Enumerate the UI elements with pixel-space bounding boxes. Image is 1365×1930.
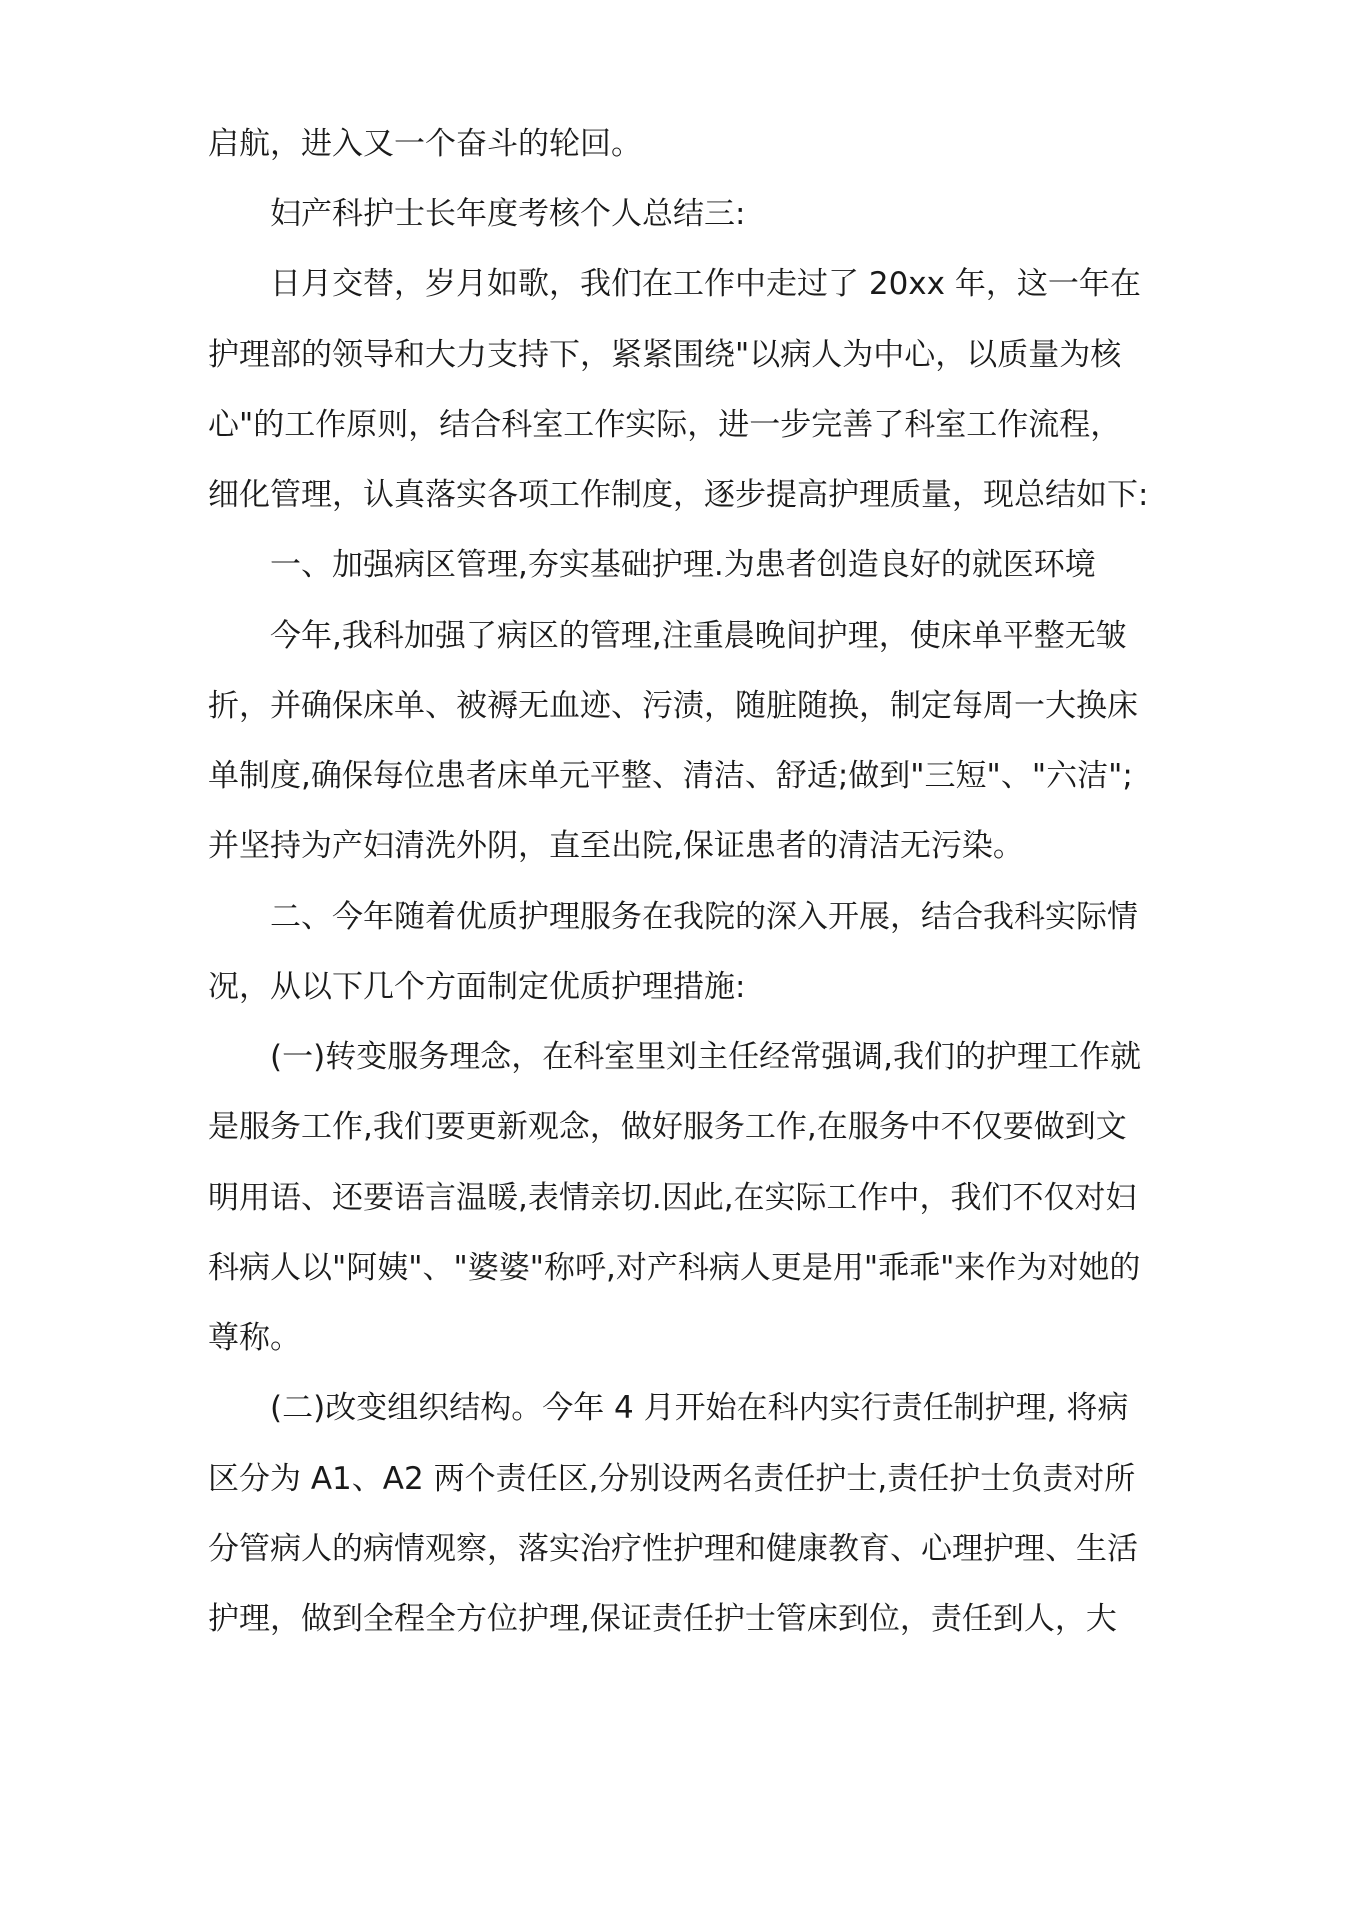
text-line-3: 日月交替，岁月如歌，我们在工作中走过了 20xx 年，这一年在	[270, 266, 1141, 302]
text-line-18: 尊称。	[208, 1320, 301, 1356]
text-line-5: 心"的工作原则，结合科室工作实际，进一步完善了科室工作流程，	[208, 407, 1122, 443]
text-line-11: 并坚持为产妇清洗外阴，直至出院,保证患者的清洁无污染。	[208, 828, 1024, 864]
text-line-9: 折，并确保床单、被褥无血迹、污渍，随脏随换，制定每周一大换床	[208, 688, 1138, 724]
text-line-21: 分管病人的病情观察，落实治疗性护理和健康教育、心理护理、生活	[208, 1531, 1138, 1567]
text-line-19: (二)改变组织结构。今年 4 月开始在科内实行责任制护理, 将病	[270, 1390, 1129, 1426]
text-line-16: 明用语、还要语言温暖,表情亲切.因此,在实际工作中，我们不仅对妇	[208, 1180, 1137, 1216]
text-line-13: 况，从以下几个方面制定优质护理措施:	[208, 969, 746, 1005]
text-line-10: 单制度,确保每位患者床单元平整、清洁、舒适;做到"三短"、"六洁";	[208, 758, 1133, 794]
text-line-6: 细化管理，认真落实各项工作制度，逐步提高护理质量，现总结如下:	[208, 477, 1149, 513]
text-line-20: 区分为 A1、A2 两个责任区,分别设两名责任护士,责任护士负责对所	[208, 1461, 1136, 1497]
text-line-22: 护理，做到全程全方位护理,保证责任护士管床到位，责任到人，大	[208, 1601, 1117, 1637]
section-heading-one: 一、加强病区管理,夯实基础护理.为患者创造良好的就医环境	[270, 547, 1096, 583]
text-line-17: 科病人以"阿姨"、"婆婆"称呼,对产科病人更是用"乖乖"来作为对她的	[208, 1250, 1141, 1286]
section-heading-summary-three: 妇产科护士长年度考核个人总结三:	[270, 196, 746, 232]
text-line-1: 启航，进入又一个奋斗的轮回。	[208, 126, 642, 162]
text-line-15: 是服务工作,我们要更新观念，做好服务工作,在服务中不仅要做到文	[208, 1109, 1127, 1145]
text-line-4: 护理部的领导和大力支持下，紧紧围绕"以病人为中心，以质量为核	[208, 337, 1122, 373]
section-heading-two: 二、今年随着优质护理服务在我院的深入开展，结合我科实际情	[270, 899, 1138, 935]
text-line-14: (一)转变服务理念，在科室里刘主任经常强调,我们的护理工作就	[270, 1039, 1142, 1075]
text-line-8: 今年,我科加强了病区的管理,注重晨晚间护理，使床单平整无皱	[270, 618, 1127, 654]
